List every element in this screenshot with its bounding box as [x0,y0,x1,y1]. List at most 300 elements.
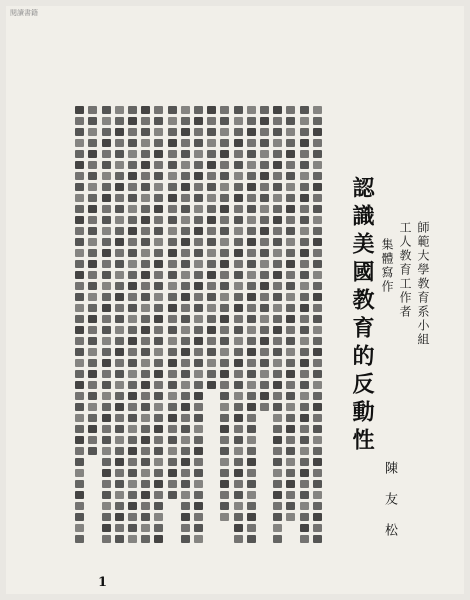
glyph-stroke [300,282,309,290]
glyph-stroke [313,524,322,532]
glyph-stroke [286,172,295,180]
glyph-stroke [181,326,190,334]
glyph-stroke [141,227,150,235]
glyph-stroke [286,513,295,521]
glyph-stroke [181,425,190,433]
glyph-stroke [260,370,269,378]
glyph-stroke [181,458,190,466]
glyph-stroke [115,304,124,312]
glyph-stroke [154,227,163,235]
glyph-stroke [260,381,269,389]
glyph-stroke [115,238,124,246]
glyph-stroke [181,381,190,389]
glyph-stroke [168,172,177,180]
glyph-stroke [300,425,309,433]
glyph-stroke [234,260,243,268]
glyph-stroke [247,524,256,532]
glyph-stroke [88,359,97,367]
glyph-stroke [75,183,84,191]
glyph-stroke [181,524,190,532]
glyph-stroke [141,458,150,466]
glyph-stroke [168,128,177,136]
glyph-stroke [194,271,203,279]
glyph-stroke [168,326,177,334]
glyph-stroke [115,326,124,334]
glyph-stroke [88,249,97,257]
glyph-stroke [220,326,229,334]
body-text-column [102,106,111,556]
glyph-stroke [247,128,256,136]
glyph-stroke [273,183,282,191]
glyph-stroke [260,106,269,114]
glyph-stroke [88,370,97,378]
glyph-stroke [75,304,84,312]
glyph-stroke [168,139,177,147]
glyph-stroke [207,238,216,246]
glyph-stroke [260,304,269,312]
glyph-stroke [141,436,150,444]
glyph-stroke [88,238,97,246]
glyph-stroke [75,227,84,235]
glyph-stroke [220,293,229,301]
glyph-stroke [181,392,190,400]
glyph-stroke [313,315,322,323]
glyph-stroke [154,249,163,257]
glyph-stroke [141,172,150,180]
glyph-stroke [247,150,256,158]
glyph-stroke [194,227,203,235]
glyph-stroke [168,348,177,356]
glyph-stroke [247,370,256,378]
glyph-stroke [286,392,295,400]
body-text-column [260,106,269,556]
glyph-stroke [247,205,256,213]
glyph-stroke [115,403,124,411]
glyph-stroke [207,271,216,279]
glyph-stroke [75,194,84,202]
glyph-stroke [286,491,295,499]
glyph-stroke [207,304,216,312]
glyph-stroke [102,249,111,257]
glyph-stroke [75,436,84,444]
glyph-stroke [234,227,243,235]
glyph-stroke [181,161,190,169]
glyph-stroke [220,513,229,521]
glyph-stroke [300,172,309,180]
glyph-stroke [181,469,190,477]
glyph-stroke [75,172,84,180]
glyph-stroke [154,381,163,389]
glyph-stroke [247,513,256,521]
glyph-stroke [300,370,309,378]
glyph-stroke [102,469,111,477]
glyph-stroke [234,392,243,400]
glyph-stroke [313,392,322,400]
glyph-stroke [273,414,282,422]
body-text-column [286,106,295,556]
glyph-stroke [260,326,269,334]
glyph-stroke [181,348,190,356]
glyph-stroke [286,326,295,334]
glyph-stroke [194,403,203,411]
glyph-stroke [286,315,295,323]
glyph-stroke [220,139,229,147]
glyph-stroke [88,293,97,301]
glyph-stroke [168,315,177,323]
glyph-stroke [273,370,282,378]
glyph-stroke [300,150,309,158]
glyph-stroke [194,172,203,180]
glyph-stroke [300,227,309,235]
page-number: 1 [98,575,108,590]
glyph-stroke [128,392,137,400]
glyph-stroke [234,403,243,411]
glyph-stroke [168,370,177,378]
glyph-stroke [88,205,97,213]
glyph-stroke [181,480,190,488]
glyph-stroke [128,502,137,510]
glyph-stroke [168,216,177,224]
glyph-stroke [286,414,295,422]
glyph-stroke [102,183,111,191]
glyph-stroke [154,260,163,268]
glyph-stroke [286,183,295,191]
glyph-stroke [88,304,97,312]
glyph-stroke [220,414,229,422]
body-text-column [313,106,322,556]
glyph-stroke [273,359,282,367]
glyph-stroke [154,502,163,510]
glyph-stroke [300,502,309,510]
glyph-stroke [75,469,84,477]
glyph-stroke [286,348,295,356]
glyph-stroke [141,469,150,477]
glyph-stroke [286,260,295,268]
glyph-stroke [194,458,203,466]
glyph-stroke [75,403,84,411]
glyph-stroke [260,260,269,268]
glyph-stroke [207,117,216,125]
glyph-stroke [234,469,243,477]
glyph-stroke [273,480,282,488]
body-text-column [273,106,282,556]
glyph-stroke [141,304,150,312]
glyph-stroke [194,469,203,477]
glyph-stroke [115,205,124,213]
glyph-stroke [220,447,229,455]
glyph-stroke [154,480,163,488]
glyph-stroke [115,161,124,169]
glyph-stroke [273,513,282,521]
glyph-stroke [207,326,216,334]
glyph-stroke [168,293,177,301]
body-text-column [194,106,203,556]
body-text-column [181,106,190,556]
glyph-stroke [88,172,97,180]
glyph-stroke [313,161,322,169]
glyph-stroke [260,117,269,125]
glyph-stroke [154,139,163,147]
glyph-stroke [194,337,203,345]
glyph-stroke [154,403,163,411]
glyph-stroke [141,392,150,400]
glyph-stroke [286,403,295,411]
glyph-stroke [313,491,322,499]
glyph-stroke [75,161,84,169]
glyph-stroke [128,260,137,268]
glyph-stroke [154,205,163,213]
glyph-stroke [115,183,124,191]
body-text-column [88,106,97,556]
glyph-stroke [194,447,203,455]
glyph-stroke [194,491,203,499]
glyph-stroke [75,106,84,114]
glyph-stroke [75,315,84,323]
glyph-stroke [88,150,97,158]
glyph-stroke [181,293,190,301]
glyph-stroke [168,282,177,290]
glyph-stroke [220,337,229,345]
glyph-stroke [194,139,203,147]
glyph-stroke [181,436,190,444]
glyph-stroke [300,436,309,444]
glyph-stroke [313,260,322,268]
glyph-stroke [286,194,295,202]
glyph-stroke [128,161,137,169]
glyph-stroke [273,271,282,279]
glyph-stroke [234,315,243,323]
glyph-stroke [75,249,84,257]
glyph-stroke [128,447,137,455]
glyph-stroke [194,293,203,301]
glyph-stroke [141,293,150,301]
glyph-stroke [260,194,269,202]
glyph-stroke [194,183,203,191]
glyph-stroke [313,205,322,213]
publisher-line-2: 工人教育工作者 [398,221,412,319]
glyph-stroke [102,150,111,158]
glyph-stroke [115,348,124,356]
glyph-stroke [128,348,137,356]
glyph-stroke [102,172,111,180]
glyph-stroke [194,513,203,521]
glyph-stroke [260,315,269,323]
glyph-stroke [220,260,229,268]
glyph-stroke [260,359,269,367]
glyph-stroke [102,271,111,279]
glyph-stroke [234,491,243,499]
glyph-stroke [234,216,243,224]
glyph-stroke [234,447,243,455]
glyph-stroke [313,535,322,543]
glyph-stroke [273,194,282,202]
glyph-stroke [102,447,111,455]
glyph-stroke [75,414,84,422]
glyph-stroke [194,205,203,213]
glyph-stroke [154,117,163,125]
glyph-stroke [102,304,111,312]
glyph-stroke [141,491,150,499]
glyph-stroke [313,425,322,433]
glyph-stroke [102,315,111,323]
glyph-stroke [102,513,111,521]
glyph-stroke [300,304,309,312]
glyph-stroke [181,139,190,147]
glyph-stroke [102,491,111,499]
glyph-stroke [300,513,309,521]
glyph-stroke [181,491,190,499]
glyph-stroke [194,348,203,356]
glyph-stroke [313,502,322,510]
glyph-stroke [141,535,150,543]
glyph-stroke [102,139,111,147]
glyph-stroke [220,436,229,444]
glyph-stroke [141,249,150,257]
glyph-stroke [168,205,177,213]
glyph-stroke [102,260,111,268]
glyph-stroke [194,194,203,202]
glyph-stroke [273,172,282,180]
glyph-stroke [247,458,256,466]
glyph-stroke [207,370,216,378]
glyph-stroke [273,348,282,356]
glyph-stroke [88,106,97,114]
glyph-stroke [141,150,150,158]
glyph-stroke [247,172,256,180]
glyph-stroke [234,414,243,422]
glyph-stroke [128,370,137,378]
glyph-stroke [207,260,216,268]
glyph-stroke [168,227,177,235]
glyph-stroke [102,381,111,389]
glyph-stroke [128,282,137,290]
glyph-stroke [260,161,269,169]
glyph-stroke [154,491,163,499]
glyph-stroke [168,458,177,466]
glyph-stroke [128,337,137,345]
glyph-stroke [168,359,177,367]
glyph-stroke [141,502,150,510]
glyph-stroke [75,282,84,290]
glyph-stroke [128,513,137,521]
glyph-stroke [234,524,243,532]
glyph-stroke [313,469,322,477]
glyph-stroke [313,271,322,279]
glyph-stroke [194,381,203,389]
glyph-stroke [128,172,137,180]
glyph-stroke [194,106,203,114]
glyph-stroke [75,128,84,136]
publisher-line-1: 師範大學教育系小組 [416,221,430,347]
glyph-stroke [220,392,229,400]
glyph-stroke [247,304,256,312]
glyph-stroke [220,194,229,202]
glyph-stroke [154,183,163,191]
glyph-stroke [128,359,137,367]
glyph-stroke [286,458,295,466]
glyph-stroke [141,326,150,334]
glyph-stroke [102,194,111,202]
glyph-stroke [273,282,282,290]
glyph-stroke [234,117,243,125]
glyph-stroke [75,205,84,213]
glyph-stroke [154,282,163,290]
glyph-stroke [128,293,137,301]
glyph-stroke [300,458,309,466]
glyph-stroke [260,403,269,411]
glyph-stroke [247,216,256,224]
glyph-stroke [75,293,84,301]
glyph-stroke [300,414,309,422]
publisher-line-3: 集體寫作 [380,238,394,294]
glyph-stroke [75,425,84,433]
glyph-stroke [181,172,190,180]
glyph-stroke [313,128,322,136]
glyph-stroke [115,370,124,378]
glyph-stroke [313,183,322,191]
glyph-stroke [234,348,243,356]
glyph-stroke [194,315,203,323]
glyph-stroke [194,326,203,334]
glyph-stroke [247,238,256,246]
glyph-stroke [313,381,322,389]
glyph-stroke [128,315,137,323]
glyph-stroke [247,403,256,411]
glyph-stroke [141,161,150,169]
document-title: 認識美國教育的反動性 [349,176,375,456]
glyph-stroke [234,304,243,312]
glyph-stroke [102,117,111,125]
glyph-stroke [313,414,322,422]
glyph-stroke [234,458,243,466]
glyph-stroke [115,469,124,477]
glyph-stroke [115,359,124,367]
glyph-stroke [234,238,243,246]
glyph-stroke [88,326,97,334]
glyph-stroke [168,183,177,191]
glyph-stroke [154,513,163,521]
glyph-stroke [286,359,295,367]
glyph-stroke [313,293,322,301]
glyph-stroke [286,381,295,389]
glyph-stroke [273,524,282,532]
glyph-stroke [300,271,309,279]
glyph-stroke [194,216,203,224]
glyph-stroke [247,480,256,488]
glyph-stroke [247,271,256,279]
glyph-stroke [141,348,150,356]
glyph-stroke [102,282,111,290]
glyph-stroke [313,370,322,378]
glyph-stroke [102,414,111,422]
glyph-stroke [141,106,150,114]
glyph-stroke [260,337,269,345]
glyph-stroke [234,480,243,488]
glyph-stroke [128,425,137,433]
glyph-stroke [300,480,309,488]
glyph-stroke [115,128,124,136]
glyph-stroke [102,326,111,334]
glyph-stroke [194,502,203,510]
glyph-stroke [220,183,229,191]
glyph-stroke [128,381,137,389]
glyph-stroke [300,238,309,246]
glyph-stroke [154,194,163,202]
glyph-stroke [286,282,295,290]
glyph-stroke [128,436,137,444]
glyph-stroke [207,337,216,345]
glyph-stroke [88,381,97,389]
